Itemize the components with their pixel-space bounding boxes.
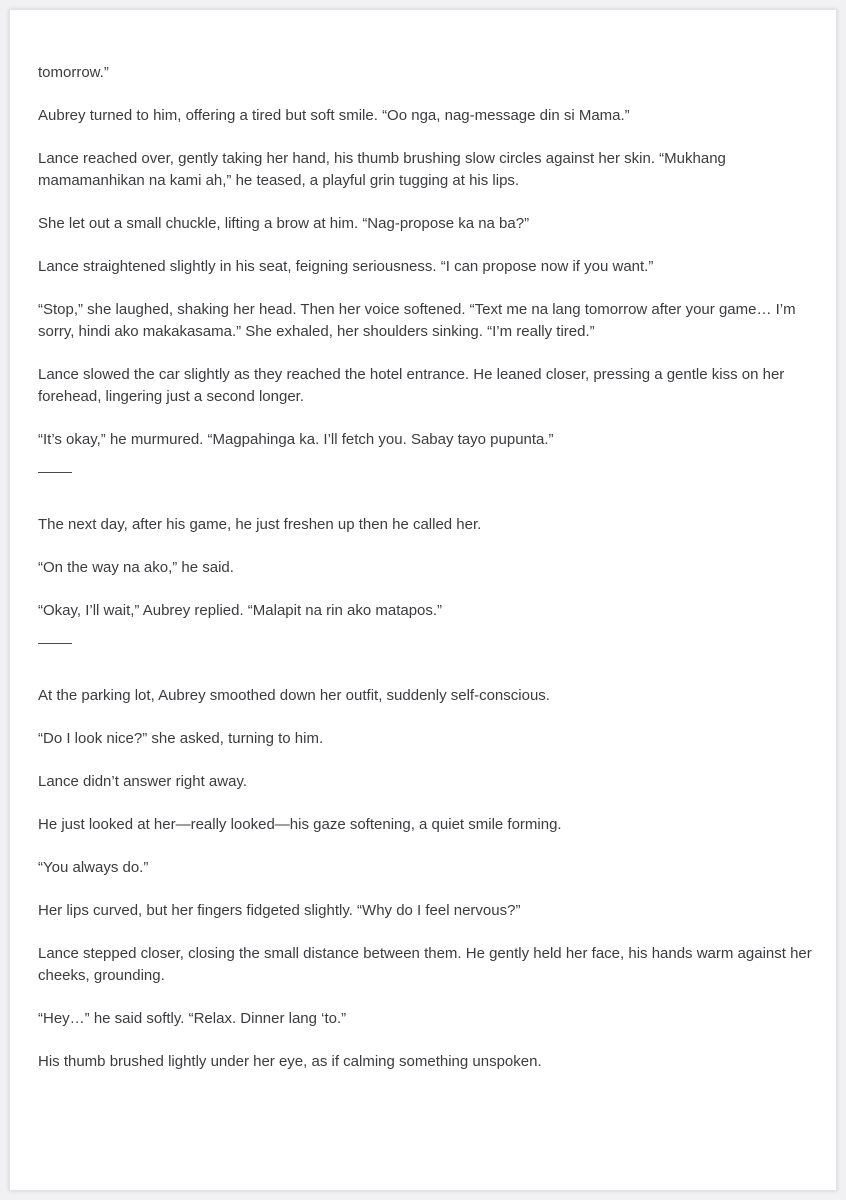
paragraph-18: Lance stepped closer, closing the small distance between them. He gently held her face, his hands warm against her cheeks, grounding. <box>38 945 812 984</box>
paragraph-4: She let out a small chuckle, lifting a brow at him. “Nag-propose ka na ba?” <box>38 215 530 232</box>
paragraph-6: “Stop,” she laughed, shaking her head. Then her voice softened. “Text me na lang tomorrow after your game… I’m sorry, hindi ako makakasama.” She exhaled, her shoulders sinking. “I’m really tired.” <box>38 301 796 340</box>
paragraph-2: Aubrey turned to him, offering a tired but soft smile. “Oo nga, nag-message din si Mama.” <box>38 107 630 124</box>
paragraph-16: “You always do.” <box>38 859 149 876</box>
paragraph-8: “It’s okay,” he murmured. “Magpahinga ka. I’ll fetch you. Sabay tayo pupunta.” <box>38 431 554 448</box>
paragraph-13: “Do I look nice?” she asked, turning to him. <box>38 730 324 747</box>
paragraph-7: Lance slowed the car slightly as they reached the hotel entrance. He leaned closer, pressing a gentle kiss on her forehead, lingering just a second longer. <box>38 366 785 405</box>
paragraph-19: “Hey…” he said softly. “Relax. Dinner lang ‘to.” <box>38 1010 347 1027</box>
paragraph-11: “Okay, I’ll wait,” Aubrey replied. “Malapit na rin ako matapos.” <box>38 602 443 619</box>
document-page <box>9 9 837 1191</box>
scene-break-divider <box>38 643 72 644</box>
paragraph-12: At the parking lot, Aubrey smoothed down her outfit, suddenly self-conscious. <box>38 687 550 704</box>
scene-break-divider <box>38 472 72 473</box>
paragraph-5: Lance straightened slightly in his seat, feigning seriousness. “I can propose now if you want.” <box>38 258 654 275</box>
story-text <box>38 62 818 1094</box>
paragraph-9: The next day, after his game, he just freshen up then he called her. <box>38 516 482 533</box>
paragraph-3: Lance reached over, gently taking her hand, his thumb brushing slow circles against her skin. “Mukhang mamamanhikan na kami ah,” he teased, a playful grin tugging at his lips. <box>38 150 726 189</box>
paragraph-15: He just looked at her—really looked—his gaze softening, a quiet smile forming. <box>38 816 562 833</box>
paragraph-14: Lance didn’t answer right away. <box>38 773 248 790</box>
paragraph-17: Her lips curved, but her fingers fidgeted slightly. “Why do I feel nervous?” <box>38 902 521 919</box>
paragraph-1: tomorrow.” <box>38 64 109 81</box>
paragraph-20: His thumb brushed lightly under her eye, as if calming something unspoken. <box>38 1053 542 1070</box>
paragraph-10: “On the way na ako,” he said. <box>38 559 234 576</box>
